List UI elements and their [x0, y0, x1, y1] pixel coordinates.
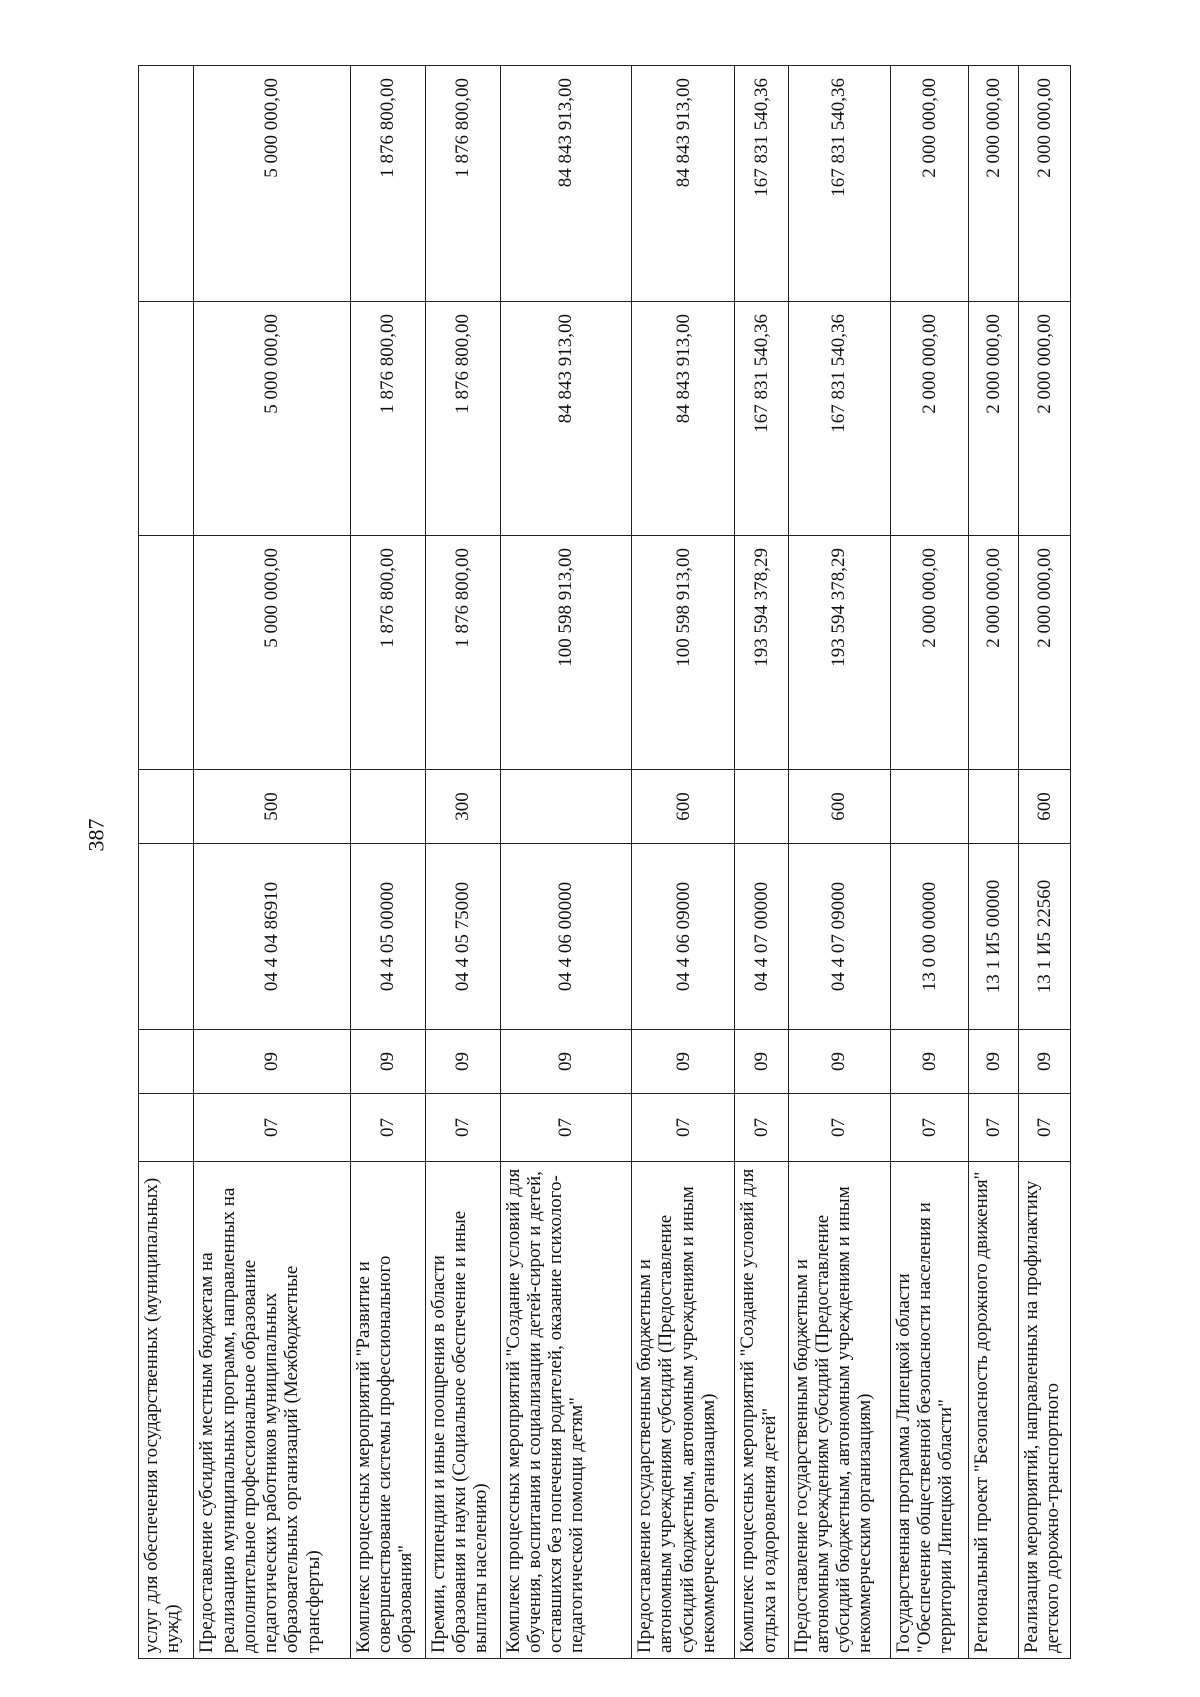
row-name: Предоставление государственным бюджетным и автономным учреждениям субсидий (Предоставление субсидий бюджетным, автономным учреждениям и иным некоммерческим организациям) [632, 1162, 735, 1659]
row-subsection: 09 [425, 1030, 500, 1094]
row-subsection: 09 [735, 1030, 788, 1094]
row-section: 07 [735, 1094, 788, 1162]
row-subsection: 09 [890, 1030, 968, 1094]
row-section: 07 [890, 1094, 968, 1162]
page-number: 387 [83, 818, 109, 852]
row-expense [968, 770, 1018, 844]
table-row [890, 66, 968, 1659]
table-row [632, 66, 735, 1659]
row-section: 07 [350, 1094, 425, 1162]
row-year2: 2 000 000,00 [890, 302, 968, 536]
row-name: Региональный проект "Безопасность дорожного движения" [968, 1162, 1018, 1659]
budget-table [138, 65, 1071, 1659]
row-subsection: 09 [350, 1030, 425, 1094]
row-section: 07 [194, 1094, 350, 1162]
row-expense [890, 770, 968, 844]
row-year1 [139, 536, 194, 770]
row-expense: 600 [632, 770, 735, 844]
row-name: Реализация мероприятий, направленных на профилактику детского дорожно-транспортного [1018, 1162, 1070, 1659]
row-name: Государственная программа Липецкой области "Обеспечение общественной безопасности населения и территории Липецкой области" [890, 1162, 968, 1659]
row-name: Предоставление субсидий местным бюджетам на реализацию муниципальных программ, направленных на дополнительное профессиональное образование педагогических работников муниципальных образовательных организаций (Межбюджетные трансферты) [194, 1162, 350, 1659]
row-year2: 2 000 000,00 [1018, 302, 1070, 536]
row-year2: 2 000 000,00 [968, 302, 1018, 536]
table-row [1018, 66, 1070, 1659]
row-subsection: 09 [500, 1030, 631, 1094]
row-year3 [139, 66, 194, 302]
table-row [788, 66, 890, 1659]
row-year1: 193 594 378,29 [788, 536, 890, 770]
row-year3: 84 843 913,00 [632, 66, 735, 302]
row-year3: 2 000 000,00 [968, 66, 1018, 302]
row-subsection: 09 [788, 1030, 890, 1094]
row-year2 [139, 302, 194, 536]
table-row [425, 66, 500, 1659]
rotated-table-container [138, 66, 1071, 1659]
row-year2: 84 843 913,00 [632, 302, 735, 536]
row-target: 13 1 И5 00000 [968, 844, 1018, 1030]
table-row [350, 66, 425, 1659]
row-target: 04 4 05 75000 [425, 844, 500, 1030]
row-name: Комплекс процессных мероприятий "Создание условий для обучения, воспитания и социализации детей-сирот и детей, оставшихся без попечения родителей, оказание психолого-педагогической помощи детям" [500, 1162, 631, 1659]
row-expense: 300 [425, 770, 500, 844]
row-subsection: 09 [194, 1030, 350, 1094]
row-year1: 1 876 800,00 [425, 536, 500, 770]
row-year2: 1 876 800,00 [425, 302, 500, 536]
row-target: 13 1 И5 22560 [1018, 844, 1070, 1030]
row-year2: 5 000 000,00 [194, 302, 350, 536]
table-row [194, 66, 350, 1659]
row-target: 04 4 06 00000 [500, 844, 631, 1030]
row-subsection: 09 [632, 1030, 735, 1094]
row-name: Комплекс процессных мероприятий "Создание условий для отдыха и оздоровления детей" [735, 1162, 788, 1659]
row-subsection: 09 [968, 1030, 1018, 1094]
row-year1: 5 000 000,00 [194, 536, 350, 770]
row-year1: 2 000 000,00 [1018, 536, 1070, 770]
row-section: 07 [632, 1094, 735, 1162]
row-section: 07 [968, 1094, 1018, 1162]
row-year1: 1 876 800,00 [350, 536, 425, 770]
row-year1: 100 598 913,00 [632, 536, 735, 770]
table-row [968, 66, 1018, 1659]
row-target: 04 4 04 86910 [194, 844, 350, 1030]
row-year2: 84 843 913,00 [500, 302, 631, 536]
row-year3: 167 831 540,36 [735, 66, 788, 302]
row-year3: 1 876 800,00 [350, 66, 425, 302]
row-target [139, 844, 194, 1030]
row-year1: 2 000 000,00 [968, 536, 1018, 770]
table-row [735, 66, 788, 1659]
row-expense: 600 [1018, 770, 1070, 844]
row-target: 04 4 07 09000 [788, 844, 890, 1030]
row-year1: 193 594 378,29 [735, 536, 788, 770]
row-target: 04 4 06 09000 [632, 844, 735, 1030]
row-year2: 167 831 540,36 [788, 302, 890, 536]
row-year3: 5 000 000,00 [194, 66, 350, 302]
row-target: 04 4 07 00000 [735, 844, 788, 1030]
row-expense [500, 770, 631, 844]
row-name: Комплекс процессных мероприятий "Развитие и совершенствование системы профессионального образования" [350, 1162, 425, 1659]
row-year1: 100 598 913,00 [500, 536, 631, 770]
row-expense [139, 770, 194, 844]
row-subsection [139, 1030, 194, 1094]
row-year1: 2 000 000,00 [890, 536, 968, 770]
row-year2: 167 831 540,36 [735, 302, 788, 536]
row-expense: 500 [194, 770, 350, 844]
row-expense [350, 770, 425, 844]
table-row [500, 66, 631, 1659]
row-section: 07 [1018, 1094, 1070, 1162]
row-year3: 2 000 000,00 [890, 66, 968, 302]
row-section [139, 1094, 194, 1162]
row-year3: 84 843 913,00 [500, 66, 631, 302]
table-row [139, 66, 194, 1659]
row-name: Предоставление государственным бюджетным и автономным учреждениям субсидий (Предоставление субсидий бюджетным, автономным учреждениям и иным некоммерческим организациям) [788, 1162, 890, 1659]
row-expense: 600 [788, 770, 890, 844]
row-target: 04 4 05 00000 [350, 844, 425, 1030]
row-year3: 167 831 540,36 [788, 66, 890, 302]
row-year3: 1 876 800,00 [425, 66, 500, 302]
row-section: 07 [788, 1094, 890, 1162]
row-section: 07 [425, 1094, 500, 1162]
row-expense [735, 770, 788, 844]
row-year3: 2 000 000,00 [1018, 66, 1070, 302]
row-target: 13 0 00 00000 [890, 844, 968, 1030]
row-name: Премии, стипендии и иные поощрения в области образования и науки (Социальное обеспечение и иные выплаты населению) [425, 1162, 500, 1659]
row-section: 07 [500, 1094, 631, 1162]
row-subsection: 09 [1018, 1030, 1070, 1094]
row-name: услуг для обеспечения государственных (муниципальных) нужд) [139, 1162, 194, 1659]
row-year2: 1 876 800,00 [350, 302, 425, 536]
